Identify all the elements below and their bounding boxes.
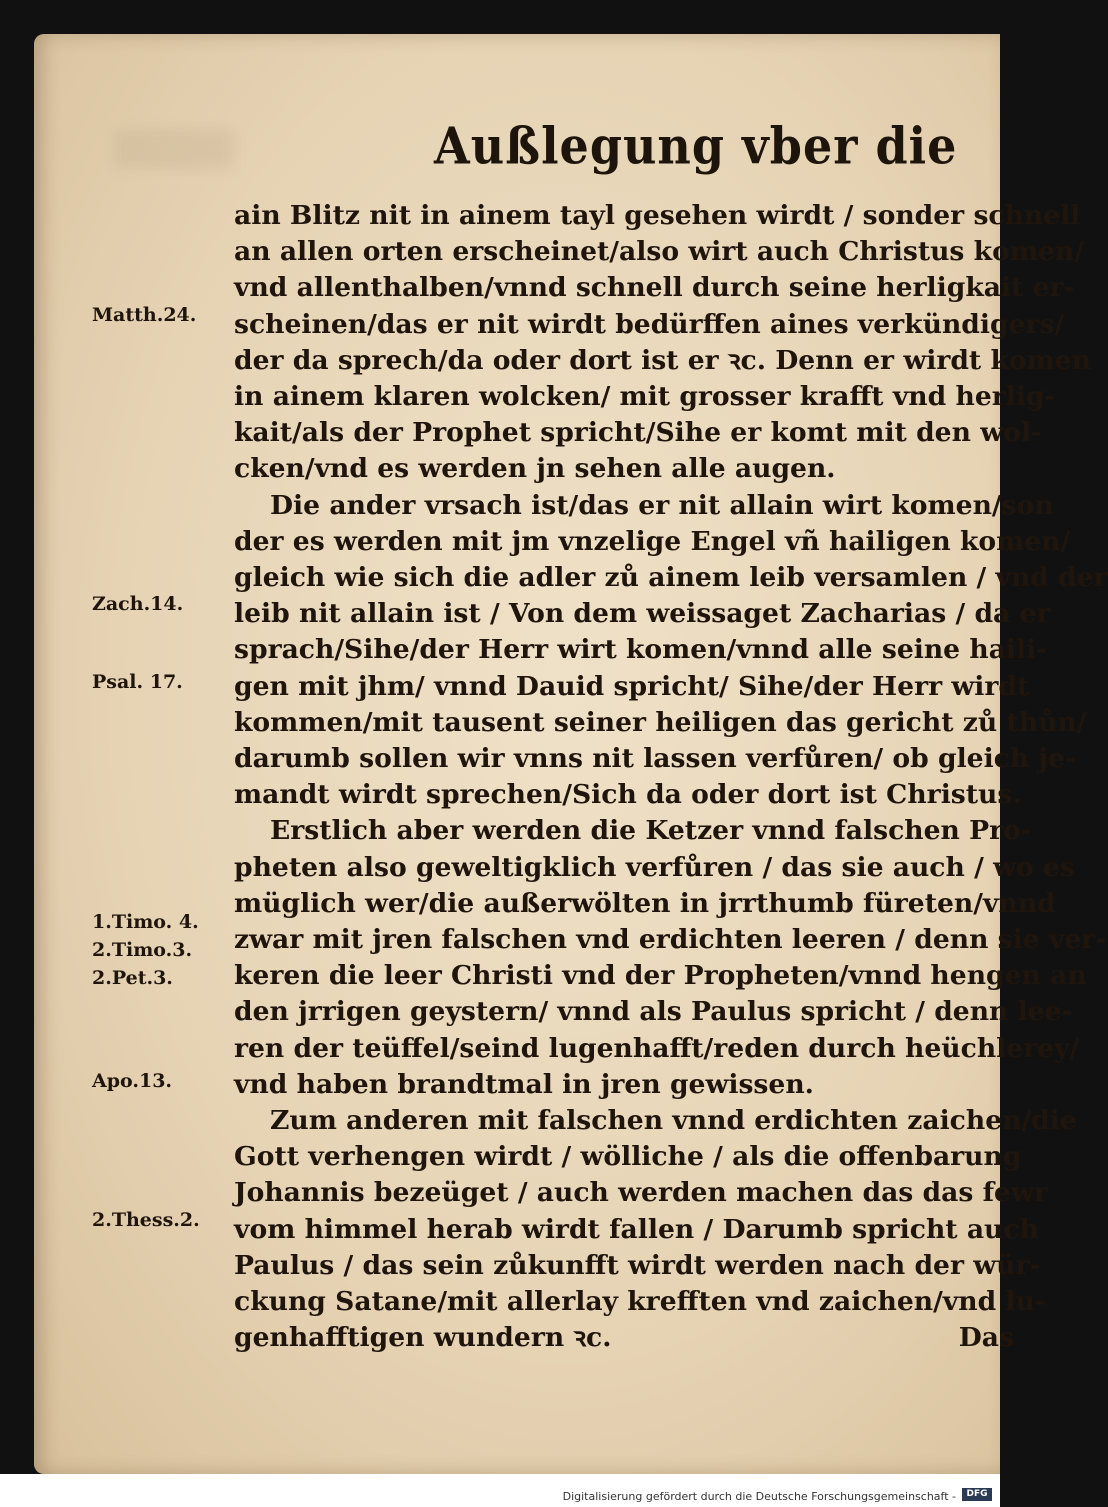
text-line: leib nit allain ist / Von dem weissaget Zacharias / da er (234, 598, 1051, 630)
text-line: zwar mit jren falschen vnd erdichten leeren / denn sie ver- (234, 924, 1107, 956)
text-line: darumb sollen wir vnns nit lassen verfůren/ ob gleich je- (234, 743, 1077, 775)
text-line: Die ander vrsach ist/das er nit allain wirt komen/son (270, 489, 1054, 521)
text-line: den jrrigen geystern/ vnnd als Paulus spricht / denn lee- (234, 996, 1073, 1028)
text-line: cken/vnd es werden jn sehen alle augen. (234, 453, 836, 485)
text-line: ckung Satane/mit allerlay krefften vnd zaichen/vnd lu- (234, 1286, 1046, 1318)
text-line: gen mit jhm/ vnnd Dauid spricht/ Sihe/der Herr wirdt (234, 670, 1030, 702)
running-header: Außlegung vber die (434, 116, 958, 176)
text-line: müglich wer/die außerwölten in jrrthumb füreten/vnnd (234, 887, 1056, 919)
text-line: kommen/mit tausent seiner heiligen das gericht zů thůn/ (234, 706, 1087, 738)
text-line: Gott verhengen wirdt / wölliche / als die offenbarung (234, 1141, 1022, 1173)
margin-note: 2.Pet.3. (92, 967, 173, 989)
footer-bar (0, 1474, 1000, 1507)
text-line: ain Blitz nit in ainem tayl gesehen wirdt / sonder schnell (234, 200, 1081, 231)
bleed-through-stain (114, 129, 234, 169)
text-line-last (234, 1320, 1014, 1356)
text-line: der da sprech/da oder dort ist er ꝛc. Denn er wirdt komen (234, 344, 1092, 376)
text-line: mandt wirdt sprechen/Sich da oder dort ist Christus. (234, 779, 1022, 811)
text-line: ren der teüffel/seind lugenhafft/reden durch heüchlerey/ (234, 1032, 1080, 1064)
margin-note: Matth.24. (92, 304, 197, 326)
margin-note: 1.Timo. 4. (92, 911, 199, 933)
text-line: in ainem klaren wolcken/ mit grosser krafft vnd herlig- (234, 381, 1056, 413)
text-line: Erstlich aber werden die Ketzer vnnd falschen Pro- (270, 815, 1032, 847)
text-line: vnd allenthalben/vnnd schnell durch seine herligkait er- (234, 272, 1075, 304)
text-line: scheinen/das er nit wirdt bedürffen aines verkündigers/ (234, 308, 1065, 340)
text-line: genhafftigen wundern ꝛc. (234, 1322, 612, 1354)
margin-note: 2.Timo.3. (92, 939, 193, 961)
body-text (234, 198, 1108, 1357)
text-line: Johannis bezeüget / auch werden machen das das fewr (234, 1177, 1048, 1209)
text-line: keren die leer Christi vnd der Propheten/vnnd hengen an (234, 960, 1087, 992)
text-line: gleich wie sich die adler zů ainem leib versamlen / vnd der (234, 562, 1108, 594)
margin-note: 2.Thess.2. (92, 1209, 200, 1231)
text-line: vom himmel herab wirdt fallen / Darumb spricht auch (234, 1213, 1039, 1245)
text-line: der es werden mit jm vnzelige Engel vñ hailigen komen/ (234, 525, 1071, 557)
text-line: Paulus / das sein zůkunfft wirdt werden nach der wür- (234, 1249, 1041, 1281)
dfg-logo: DFG (962, 1488, 992, 1501)
margin-note: Psal. 17. (92, 671, 183, 693)
text-line: pheten also geweltigklich verfůren / das sie auch / wo es (234, 851, 1075, 883)
book-page (34, 34, 1108, 1474)
text-line: sprach/Sihe/der Herr wirt komen/vnnd alle seine haili- (234, 634, 1048, 666)
text-line: Zum anderen mit falschen vnnd erdichten zaichen/die (270, 1105, 1077, 1137)
text-line: vnd haben brandtmal in jren gewissen. (234, 1068, 814, 1100)
margin-note: Zach.14. (92, 593, 184, 615)
catchword: Das (958, 1322, 1014, 1354)
margin-note: Apo.13. (92, 1070, 173, 1092)
text-line: an allen orten erscheinet/also wirt auch Christus komen/ (234, 236, 1084, 268)
text-line: kait/als der Prophet spricht/Sihe er komt mit den wol- (234, 417, 1042, 449)
footer-credit: Digitalisierung gefördert durch die Deutsche Forschungsgemeinschaft - (562, 1490, 956, 1503)
